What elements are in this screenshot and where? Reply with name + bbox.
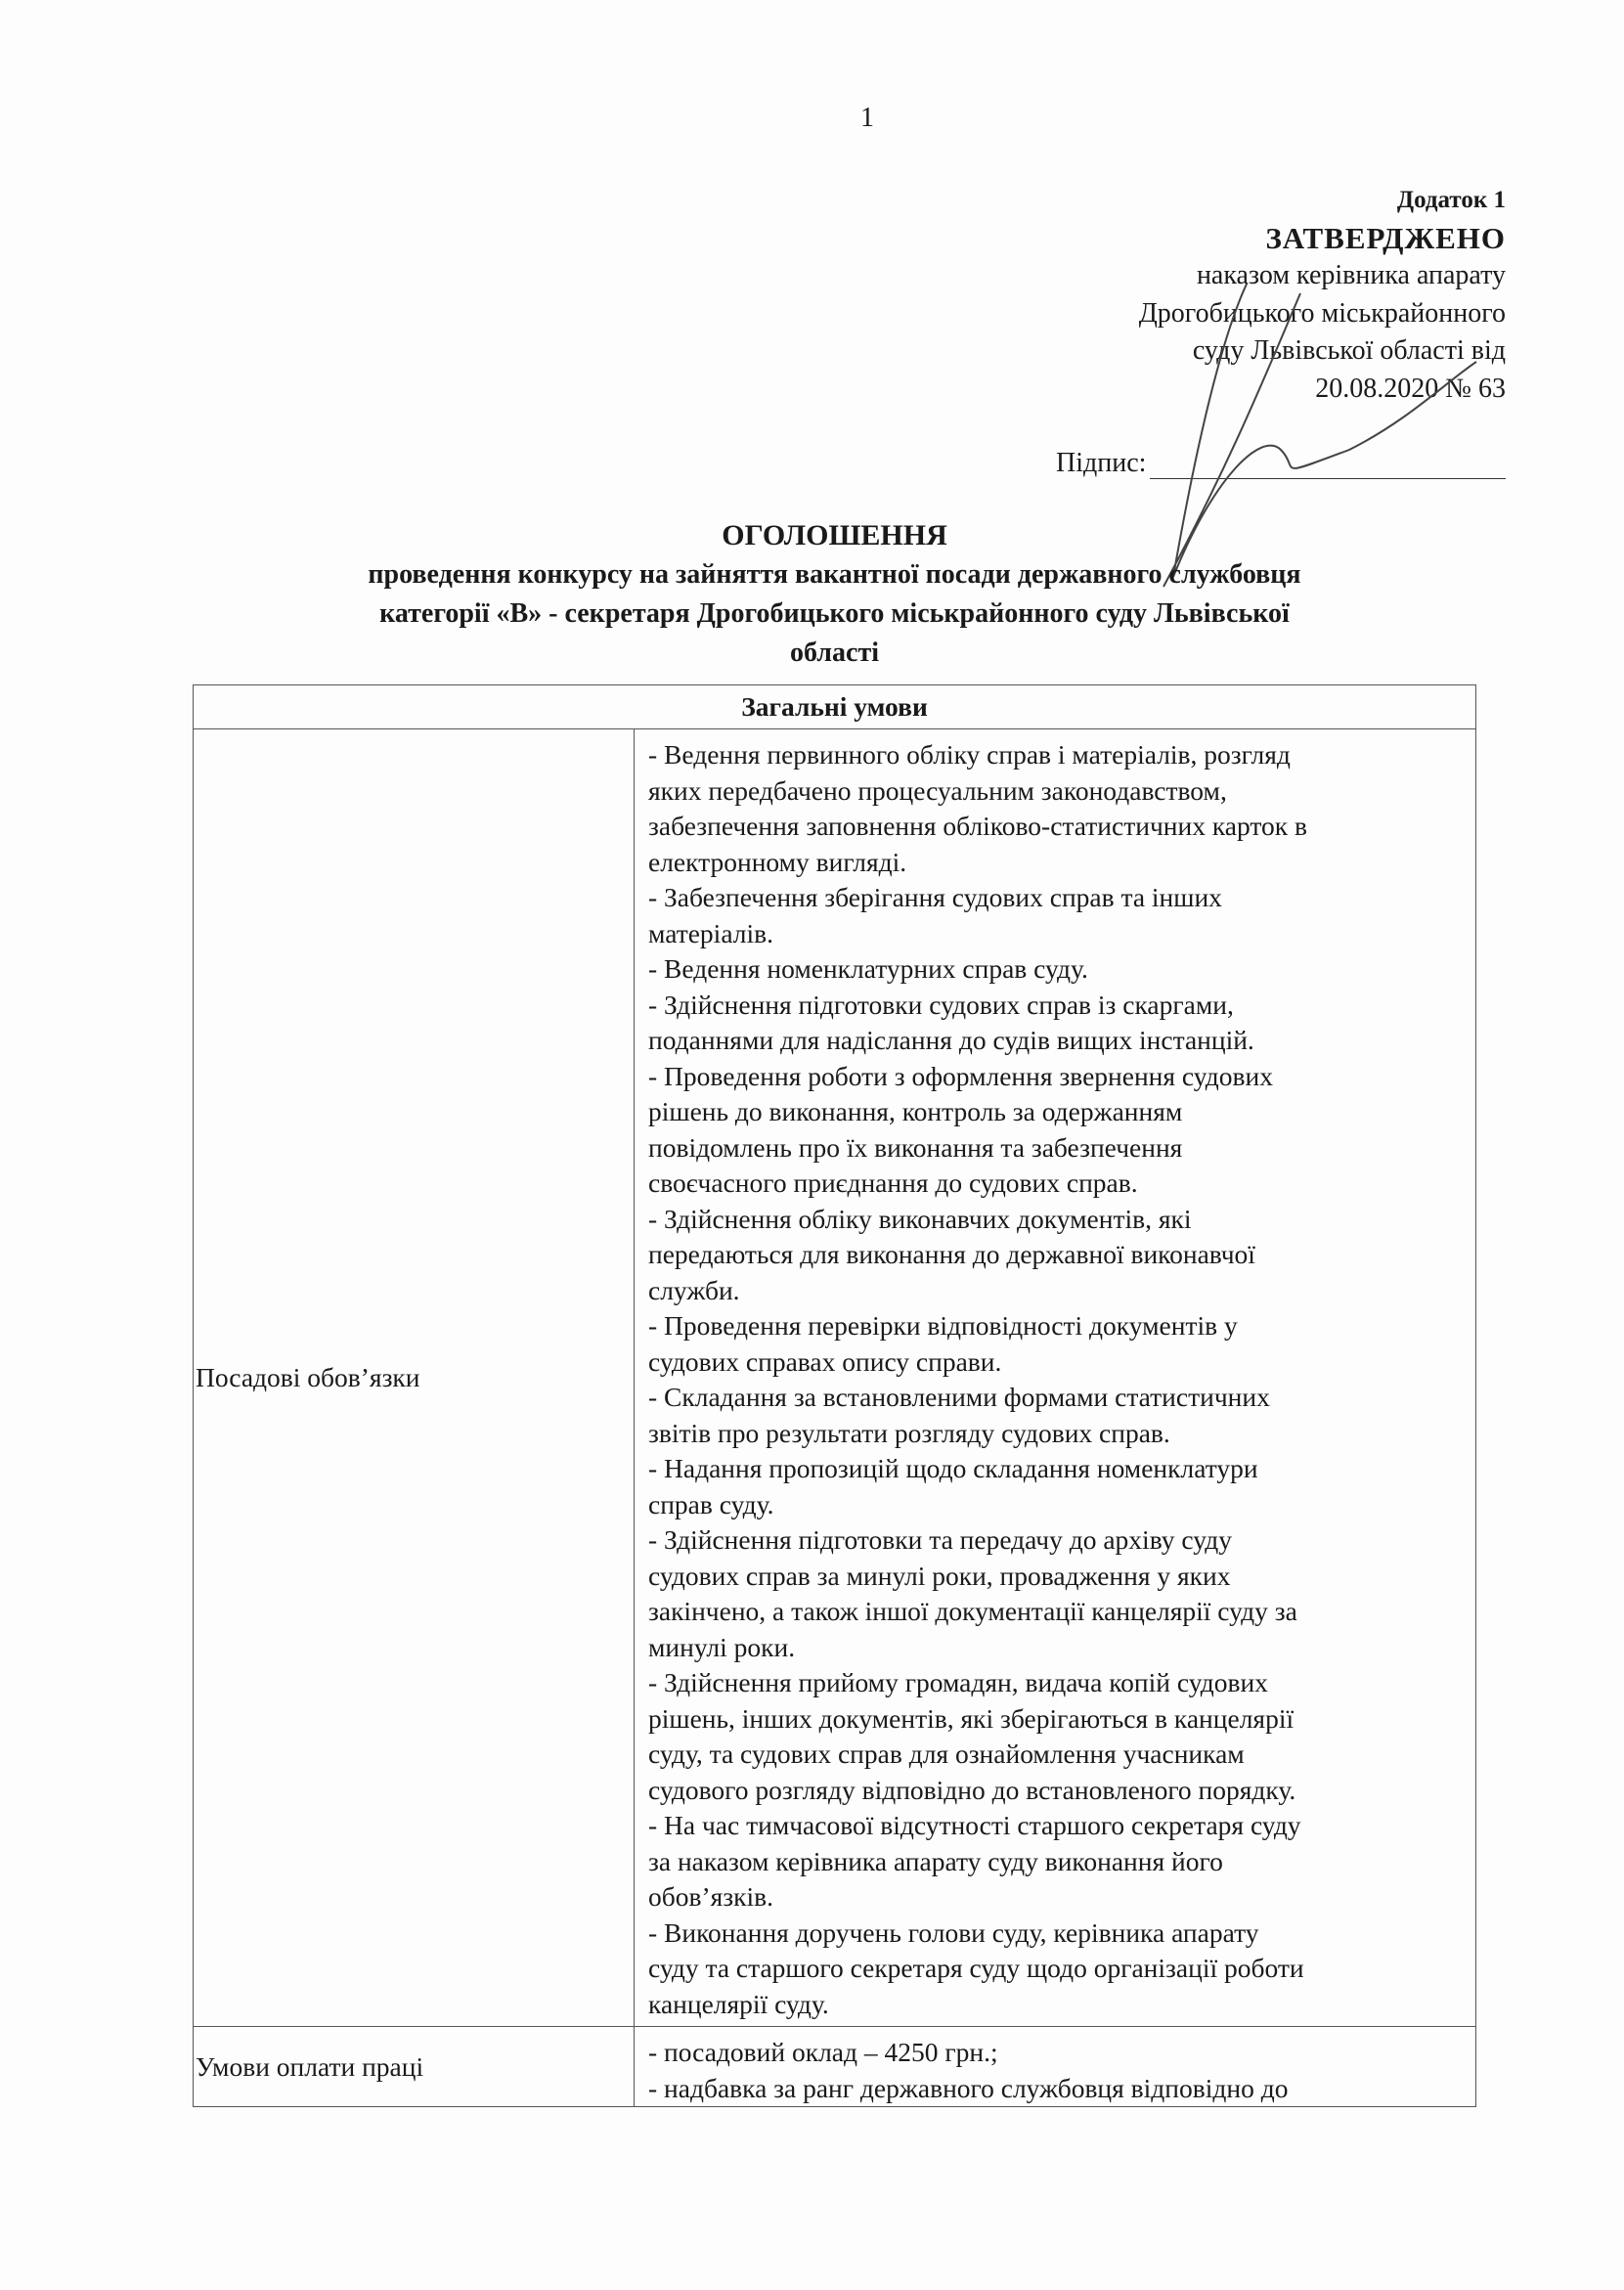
list-item: - Складання за встановленими формами статистичних звітів про результати розгляду судових справ. <box>648 1382 1270 1448</box>
heading: ОГОЛОШЕННЯ <box>722 519 947 551</box>
section-header: Загальні умови <box>194 685 1476 729</box>
approval-line: 20.08.2020 № 63 <box>1315 373 1506 404</box>
approval-line: суду Львівської області від <box>1192 335 1506 366</box>
subtitle-line: категорії «В» - секретаря Дрогобицького міськрайонного суду Львівської <box>379 598 1290 629</box>
table-row <box>194 729 1476 2027</box>
subtitle-line: проведення конкурсу на зайняття вакантної посади державного службовця <box>368 559 1301 590</box>
list-item: - посадовий оклад – 4250 грн.; <box>648 2037 998 2067</box>
approved-label: ЗАТВЕРДЖЕНО <box>1265 220 1506 255</box>
list-item: - На час тимчасової відсутності старшого секретаря суду за наказом керівника апарату суду виконання його обов’язків. <box>648 1810 1301 1912</box>
list-item: - Здійснення прийому громадян, видача копій судових рішень, інших документів, які зберігаються в канцелярії суду, та судових справ для ознайомлення учасникам судового розгляду відповідно до встановленого порядку. <box>648 1667 1296 1805</box>
subtitle-line: області <box>790 638 879 668</box>
page-number: 1 <box>860 103 874 133</box>
row-label: Умови оплати праці <box>194 2027 635 2107</box>
list-item: - Здійснення обліку виконавчих документів, які передаються для виконання до державної виконавчої служби. <box>648 1203 1255 1305</box>
list-item: - Здійснення підготовки судових справ із скаргами, поданнями для надіслання до судів вищих інстанцій. <box>648 989 1254 1055</box>
row-value <box>635 2027 1476 2107</box>
announcement-title <box>193 516 1476 673</box>
list-item: - Надання пропозицій щодо складання номенклатури справ суду. <box>648 1453 1258 1519</box>
list-item: - надбавка за ранг державного службовця відповідно до <box>648 2072 1289 2103</box>
list-item: - Забезпечення зберігання судових справ та інших матеріалів. <box>648 882 1222 948</box>
list-item: - Проведення роботи з оформлення звернення судових рішень до виконання, контроль за одержанням повідомлень про їх виконання та забезпечення своєчасного приєднання до судових справ. <box>648 1060 1273 1198</box>
table-row <box>194 2027 1476 2107</box>
list-item: - Проведення перевірки відповідності документів у судових справах опису справи. <box>648 1310 1238 1377</box>
approval-line: Дрогобицького міськрайонного <box>1138 297 1506 329</box>
list-item: - Ведення первинного обліку справ і матеріалів, розгляд яких передбачено процесуальним законодавством, забезпечення заповнення обліково-статистичних карток в електронному вигляді. <box>648 739 1307 877</box>
list-item: - Здійснення підготовки та передачу до архіву суду судових справ за минулі роки, провадження у яких закінчено, а також іншої документації канцелярії суду за минулі роки. <box>648 1524 1297 1662</box>
signature-label: Підпис: <box>1056 448 1147 478</box>
row-value <box>635 729 1476 2027</box>
approval-line: наказом керівника апарату <box>1196 260 1506 290</box>
appendix-label: Додаток 1 <box>1396 187 1506 213</box>
list-item: - Виконання доручень голови суду, керівника апарату суду та старшого секретаря суду щодо організації роботи канцелярії суду. <box>648 1916 1304 2019</box>
list-item: - Ведення номенклатурних справ суду. <box>648 953 1088 984</box>
conditions-table <box>193 684 1476 2107</box>
row-label: Посадові обов’язки <box>194 729 635 2027</box>
